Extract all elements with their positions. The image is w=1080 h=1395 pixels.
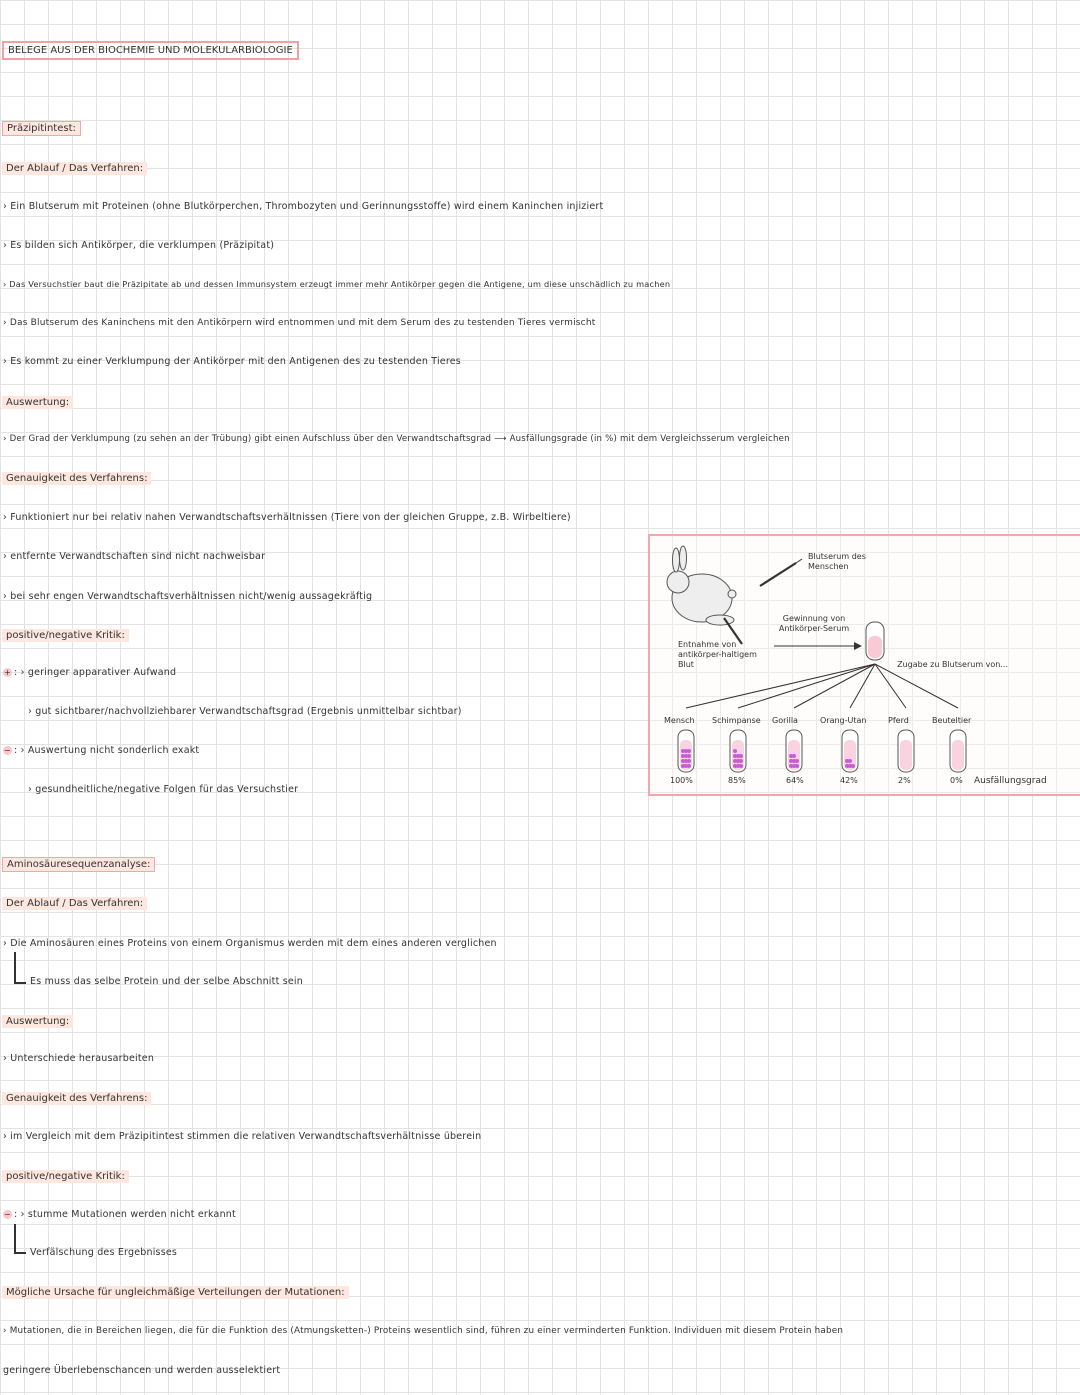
- precipitate-dot: [795, 764, 799, 768]
- precipitate-dot: [687, 754, 691, 758]
- percent-schimpanse: 85%: [728, 776, 746, 785]
- ursache-text-2: geringere Überlebenschancen und werden ausselektiert: [3, 1365, 281, 1376]
- plus-icon: +: [4, 668, 11, 677]
- precipitate-dot: [739, 764, 743, 768]
- precipitate-dot: [739, 759, 743, 763]
- precipitate-dot: [687, 764, 691, 768]
- plus-item-1-text: : › geringer apparativer Aufwand: [14, 667, 177, 678]
- step-1: › Ein Blutserum mit Proteinen (ohne Blutkörperchen, Thrombozyten und Gerinnungsstoffe) wird einem Kaninchen injiziert: [3, 201, 604, 212]
- percent-gorilla: 64%: [786, 776, 804, 785]
- fan-arrow-4: [875, 664, 906, 708]
- plus-item-2: › gut sichtbarer/nachvollziehbarer Verwandtschaftsgrad (Ergebnis unmittelbar sichtbar): [28, 706, 462, 717]
- ausfaellungsgrad-label: Ausfällungsgrad: [974, 776, 1047, 786]
- precipitate-dot: [851, 764, 855, 768]
- fan-arrow-0: [686, 664, 875, 708]
- precipitate-dot: [792, 754, 796, 758]
- auswertung-heading: Auswertung:: [2, 396, 73, 409]
- precipitate-dot: [739, 754, 743, 758]
- step-2: › Es bilden sich Antikörper, die verklumpen (Präzipitat): [3, 240, 275, 251]
- genauigkeit-item-1: › Funktioniert nur bei relativ nahen Verwandtschaftsverhältnissen (Tiere von der gleichen Gruppe, z.B. Wirbeltiere): [3, 512, 571, 523]
- zugabe-label: Zugabe zu Blutserum von...: [897, 660, 1008, 669]
- praezipitin-diagram: [648, 534, 1080, 796]
- species-mensch: Mensch: [664, 716, 695, 725]
- amino-genauigkeit-text: › im Vergleich mit dem Präzipitintest stimmen die relativen Verwandtschaftsverhältnisse überein: [3, 1131, 482, 1142]
- result-tube-3: [842, 730, 858, 772]
- genauigkeit-item-3: › bei sehr engen Verwandtschaftsverhältnissen nicht/wenig aussagekräftig: [3, 591, 373, 602]
- amino-sub-step: Es muss das selbe Protein und der selbe Abschnitt sein: [30, 976, 303, 987]
- result-tube-5: [950, 730, 966, 772]
- arrow-down-right-icon: [14, 952, 26, 984]
- precipitate-dot: [687, 749, 691, 753]
- arrow-down-right-icon: [14, 1224, 26, 1254]
- minus-icon: −: [4, 1210, 11, 1219]
- amino-minus-sub: Verfälschung des Ergebnisses: [30, 1247, 178, 1258]
- amino-auswertung-heading: Auswertung:: [2, 1015, 73, 1028]
- ablauf-heading: Der Ablauf / Das Verfahren:: [2, 162, 147, 175]
- blutserum-label: Blutserum des Menschen: [808, 552, 866, 571]
- precipitate-dot: [733, 749, 737, 753]
- minus-icon: −: [4, 746, 11, 755]
- percent-mensch: 100%: [670, 776, 693, 785]
- result-tube-2: [786, 730, 802, 772]
- precipitate-dot: [687, 759, 691, 763]
- plus-item-1: [3, 667, 176, 678]
- species-schimpanse: Schimpanse: [712, 716, 761, 725]
- kritik-heading: positive/negative Kritik:: [2, 629, 129, 642]
- result-tube-0: [678, 730, 694, 772]
- page-title: BELEGE AUS DER BIOCHEMIE UND MOLEKULARBIOLOGIE: [2, 41, 299, 60]
- ursache-heading: Mögliche Ursache für ungleichmäßige Verteilungen der Mutationen:: [2, 1286, 349, 1299]
- amino-minus-item: [3, 1209, 236, 1220]
- amino-ablauf-heading: Der Ablauf / Das Verfahren:: [2, 897, 147, 910]
- ursache-text: › Mutationen, die in Bereichen liegen, die für die Funktion des (Atmungsketten-) Proteins wesentlich sind, führen zu einer verminderten Funktion. Individuen mit diesem Protein haben: [3, 1326, 844, 1336]
- precipitate-dot: [848, 759, 852, 763]
- step-5: › Es kommt zu einer Verklumpung der Antikörper mit den Antigenen des zu testenden Tieres: [3, 356, 461, 367]
- result-tube-4: [898, 730, 914, 772]
- entnahme-label: Entnahme von antikörper-haltigem Blut: [678, 640, 757, 669]
- genauigkeit-heading: Genauigkeit des Verfahrens:: [2, 472, 151, 485]
- percent-orang-utan: 42%: [840, 776, 858, 785]
- amino-step: › Die Aminosäuren eines Proteins von einem Organismus werden mit dem eines anderen verglichen: [3, 938, 497, 949]
- minus-item-1-text: : › Auswertung nicht sonderlich exakt: [14, 745, 200, 756]
- result-tube-1: [730, 730, 746, 772]
- species-pferd: Pferd: [888, 716, 909, 725]
- amino-minus-item-text: : › stumme Mutationen werden nicht erkannt: [14, 1209, 236, 1220]
- serum-tube-icon: [866, 622, 884, 660]
- gewinnung-label: Gewinnung von Antikörper-Serum: [778, 614, 850, 633]
- auswertung-text: › Der Grad der Verklumpung (zu sehen an der Trübung) gibt einen Aufschluss über den Verwandtschaftsgrad ⟶ Ausfällungsgrade (in %) mit dem Vergleichsserum vergleichen: [3, 434, 790, 444]
- precipitate-dot: [795, 759, 799, 763]
- percent-beuteltier: 0%: [950, 776, 963, 785]
- amino-genauigkeit-heading: Genauigkeit des Verfahrens:: [2, 1092, 151, 1105]
- step-4: › Das Blutserum des Kaninchens mit den Antikörpern wird entnommen und mit dem Serum des zu testenden Tieres vermischt: [3, 318, 596, 328]
- species-orang-utan: Orang-Utan: [820, 716, 867, 725]
- minus-item-2: › gesundheitliche/negative Folgen für das Versuchstier: [28, 784, 299, 795]
- species-beuteltier: Beuteltier: [932, 716, 972, 725]
- species-gorilla: Gorilla: [772, 716, 798, 725]
- amino-auswertung-text: › Unterschiede herausarbeiten: [3, 1053, 155, 1064]
- genauigkeit-item-2: › entfernte Verwandtschaften sind nicht nachweisbar: [3, 551, 266, 562]
- section-heading-aminosaeure: Aminosäuresequenzanalyse:: [2, 857, 155, 872]
- section-heading-praezipitintest: Präzipitintest:: [2, 121, 81, 136]
- fan-arrow-5: [875, 664, 958, 708]
- minus-item-1: [3, 745, 199, 756]
- syringe-top-icon: [760, 559, 802, 586]
- percent-pferd: 2%: [898, 776, 911, 785]
- step-3: › Das Versuchstier baut die Präzipitate ab und dessen Immunsystem erzeugt immer mehr Antikörper gegen die Antigene, um diese unschädlich zu machen: [3, 279, 671, 289]
- amino-kritik-heading: positive/negative Kritik:: [2, 1170, 129, 1183]
- rabbit-icon: [667, 546, 736, 625]
